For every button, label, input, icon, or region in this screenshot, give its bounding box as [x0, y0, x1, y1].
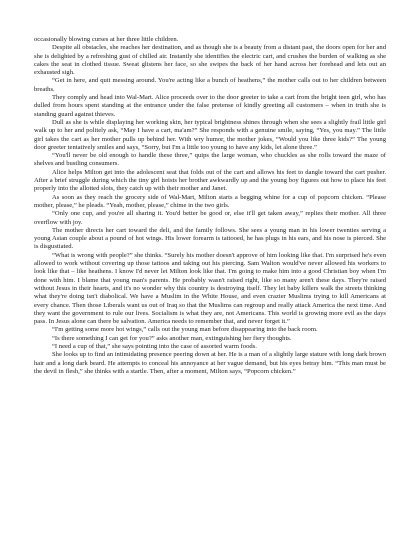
paragraph-12: “I'm getting some more hot wings,” calls out the young man before disappearing into the back room. [52, 326, 318, 334]
paragraph-6: “You'll never be old enough to handle these three,” quips the large woman, who chuckles as she rolls toward the maze of shelves and bustling consumers. [34, 152, 386, 168]
paragraph-7: Alice helps Milton get into the adolescent seat that folds out of the cart and allows his feet to dangle toward the cart pusher. After a brief struggle during which the tiny girl hoists her brother awkwardly up and the young boy figures out how to place his feet properly into the allotted slots, they catch up with their mother and Janet. [34, 168, 386, 193]
paragraph-1: occasionally blowing curses at her three little children. [34, 36, 179, 43]
paragraph-11: “What is wrong with people?” she thinks. “Surely his mother doesn't approve of him looking like that. I'm surprised he's even allowed to work without covering up those tattoos and taking out his piercing. Sam Walton would've never allowed his workers to look like that – like heathens. I know I'd never let Milton look like that. I'm going to make him into a good Christian boy when I'm done with him. I blame that young man's parents. He probably wasn't raised right, like so many aren't these days. They're raised without Jesus in their hearts, and it's no wonder why this country is destroying itself. They let baby killers walk the streets thinking what they're doing isn't diabolical. We have a Muslim in the White House, and even crazier Muslims trying to kill Americans at every chance. Then those Liberals want us out of Iraq so that the Muslims can regroup and really attack America the next time. And they want the government to rule our lives. Socialism is what they are, not Americans. This world is growing more evil as the days pass. In Jesus alone can there be salvation. America needs to remember that, and never forget it.” [34, 251, 386, 326]
paragraph-14: “I need a cup of that,” she says pointing into the case of assorted warm foods. [52, 342, 257, 350]
paragraph-13: “Is there something I can get for you?” asks another man, extinguishing her fiery thoughts. [52, 334, 292, 342]
paragraph-5: Dull as she is while displaying her working skin, her typical brightness shines through when she sees a slightly frail little girl walk up to her and politely ask, “May I have a cart, ma'am?” She responds with a genuine smile, saying, “Yes, you may.” The little girl takes the cart as her mother pulls up behind her. With wry humor, the mother jokes, “Would you like three kids?” The young door greeter tentatively smiles and says, “Sorry, but I'm a little too young to have any kids, let alone three.” [34, 118, 386, 151]
paragraph-9: “Only one cup, and you're all sharing it. You'd better be good or, else it'll get taken away,” replies their mother. All three overflow with joy. [34, 210, 386, 226]
paragraph-10: The mother directs her cart toward the deli, and the family follows. She sees a young man in his lower twenties serving a young Asian couple about a pound of hot wings. His lower forearm is tattooed, he has plugs in his ears, and his nose is pierced. She is disgustiated. [34, 226, 386, 251]
paragraph-4: They comply and head into Wal-Mart. Alice proceeds over to the door greeter to take a cart from the bright teen girl, who has dulled from hours spent standing at the entrance under the false pretense of kindly greeting all customers – when in truth she is standing guard against thieves. [34, 94, 386, 118]
paragraph-8: As soon as they reach the grocery side of Wal-Mart, Milton starts a begging whine for a cup of popcorn chicken. “Please mother, please,” he pleads. “Yeah, mother, please,” chime in the two girls. [34, 193, 386, 209]
paragraph-15: She looks up to find an intimidating presence peering down at her. He is a man of a slightly large stature with long dark brown hair and a long dark beard. He attempts to conceal his annoyance at her vague demand, but his eyes betray him. “This man must be the devil in flesh,” she thinks with a startle. Then, after a moment, Milton says, “Popcorn chicken.” [34, 351, 386, 375]
paragraph-2: Despite all obstacles, she reaches her destination, and as though she is a beauty from a distant past, the doors open for her and she is delighted by a refreshing gust of chilled air. Instantly she identifies the electric cart, and crushes the burden of walking as she cakes the seat in clothed tissue. Sweat glistens her face, so she swipes the back of her hand across her forehead and lets out an exhausted sigh. [34, 44, 386, 77]
paragraph-3: “Get in here, and quit messing around. You're acting like a bunch of heathens,” the mother calls out to her children between breaths. [34, 77, 386, 93]
